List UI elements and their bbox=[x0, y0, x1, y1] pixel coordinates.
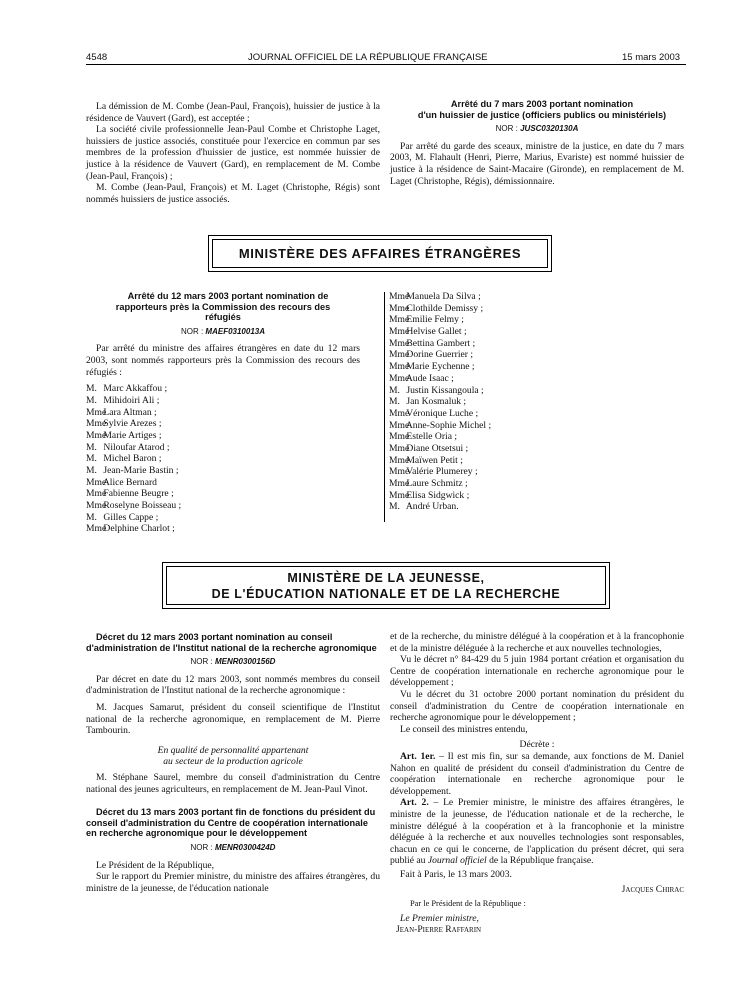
civility: Mme bbox=[389, 431, 410, 443]
column-divider bbox=[384, 292, 385, 522]
list-item bbox=[389, 349, 669, 361]
section-subheading: au secteur de la production agricole bbox=[163, 756, 303, 768]
list-item bbox=[86, 407, 360, 419]
rapporteur-name: Dorine Guerrier ; bbox=[406, 349, 474, 361]
rapporteur-name: Laure Schmitz ; bbox=[406, 478, 468, 489]
civility: Mme bbox=[86, 418, 107, 430]
list-item bbox=[389, 420, 669, 432]
rapporteur-name: Sylvie Arezes ; bbox=[103, 418, 162, 430]
rapporteur-name: Estelle Oria ; bbox=[406, 431, 458, 443]
paragraph: Le conseil des ministres entendu, bbox=[400, 723, 528, 735]
list-item bbox=[389, 501, 669, 513]
paragraph: La démission de M. Combe (Jean-Paul, François), huissier de justice à la résidence de Vauvert (Gard), est acceptée ; bbox=[86, 101, 380, 124]
nor-reference: NOR : MAEF0310013A bbox=[180, 326, 266, 336]
list-item bbox=[389, 490, 669, 502]
rapporteur-name: Mihidoiri Ali ; bbox=[103, 394, 160, 406]
rapporteur-name: Marc Akkaffou ; bbox=[103, 383, 168, 395]
rapporteur-name: Jean-Marie Bastin ; bbox=[103, 464, 179, 476]
civility: Mme bbox=[86, 429, 107, 441]
civility: M. bbox=[86, 383, 97, 395]
civility: Mme bbox=[389, 326, 410, 338]
civility: Mme bbox=[389, 302, 410, 314]
civility: Mme bbox=[86, 476, 107, 488]
top-left-text bbox=[86, 101, 380, 205]
rapporteur-name: Jan Kosmaluk ; bbox=[406, 396, 467, 408]
issue-date: 15 mars 2003 bbox=[622, 52, 681, 63]
civility: Mme bbox=[389, 489, 410, 501]
rapporteur-name: Valérie Plumerey ; bbox=[406, 466, 478, 478]
civility: Mme bbox=[389, 361, 410, 373]
list-item bbox=[389, 455, 669, 467]
rapporteur-name: Elisa Sidgwick ; bbox=[406, 489, 470, 501]
list-item bbox=[389, 361, 669, 373]
civility: Mme bbox=[389, 466, 410, 478]
civility: Mme bbox=[86, 523, 107, 535]
rapporteur-name: Lara Altman ; bbox=[103, 406, 157, 418]
list-item bbox=[389, 326, 669, 338]
article-title: Arrêté du 12 mars 2003 portant nomination de rapporteurs près la Commission des recours des réfugiés bbox=[115, 291, 331, 323]
list-item bbox=[389, 443, 669, 455]
rapporteur-name: Manuela Da Silva ; bbox=[406, 291, 481, 302]
list-item bbox=[389, 431, 669, 443]
civility: Mme bbox=[389, 454, 410, 466]
rapporteur-name: Emilie Felmy ; bbox=[406, 314, 464, 326]
top-right-article bbox=[390, 99, 684, 187]
civility: Mme bbox=[389, 372, 410, 384]
ministry-heading-box bbox=[208, 235, 552, 272]
civility: Mme bbox=[389, 291, 410, 302]
list-item bbox=[389, 373, 669, 385]
ministry-heading-box bbox=[162, 562, 610, 609]
paragraph: Par arrêté du garde des sceaux, ministre de la justice, en date du 7 mars 2003, M. Flahault (Henri, Pierre, Marius, Evariste) est nommé huissier de justice à la résidence de Saint-Macaire (Gironde), en remplacement de M. Laget (Christophe, Régis), démissionnaire. bbox=[390, 140, 684, 187]
article-title-line: d'un huissier de justice (officiers publics ou ministériels) bbox=[417, 109, 667, 120]
paragraph: M. Jacques Samarut, président du conseil scientifique de l'Institut national de la recherche agronomique, en remplacement de M. Pierre Tambourin. bbox=[86, 701, 380, 737]
paragraph: M. Combe (Jean-Paul, François) et M. Laget (Christophe, Régis) sont nommés huissiers de justice associés. bbox=[86, 182, 380, 205]
rapporteur-name: Roselyne Boisseau ; bbox=[103, 500, 182, 512]
civility: Mme bbox=[86, 488, 107, 500]
civility: Mme bbox=[86, 500, 107, 512]
rapporteur-name: Maïwen Petit ; bbox=[406, 454, 463, 466]
bottom-right-column bbox=[390, 631, 684, 936]
list-item bbox=[389, 408, 669, 420]
rapporteur-name: Clothilde Demissy ; bbox=[406, 302, 484, 314]
list-item bbox=[389, 303, 669, 315]
article-2: Art. 2. – Le Premier ministre, le ministre des affaires étrangères, le ministre de la jeunesse, de l'éducation nationale et de la recherche, le ministre délégué à la coopération et à la francophonie et la ministre déléguée à la recherche et aux nouvelles technologies sont responsables, chacun en ce qui le concerne, de l'application du présent décret, qui sera publié au Journal officiel de la République française. bbox=[390, 797, 684, 867]
header-rule bbox=[86, 64, 686, 65]
paragraph: Le Président de la République, bbox=[96, 859, 215, 871]
bottom-left-column bbox=[86, 632, 380, 894]
civility: Mme bbox=[389, 442, 410, 454]
countersign-label: Par le Président de la République : bbox=[410, 899, 526, 909]
rapporteur-name: Alice Bernard bbox=[102, 476, 157, 488]
list-item bbox=[86, 523, 360, 535]
article-title: Décret du 13 mars 2003 portant fin de fonctions du président du conseil d'administration du Centre de coopération internationale en recherche agronomique pour le développement bbox=[86, 807, 376, 839]
civility: M. bbox=[389, 396, 400, 408]
place-date: Fait à Paris, le 13 mars 2003. bbox=[400, 868, 512, 880]
civility: M. bbox=[86, 464, 97, 476]
rapporteur-name: Aude Isaac ; bbox=[405, 372, 454, 384]
rapporteur-name: Delphine Charlot ; bbox=[103, 523, 175, 535]
civility: Mme bbox=[389, 349, 410, 361]
ministry-title-line: MINISTÈRE DE LA JEUNESSE, bbox=[287, 571, 485, 585]
list-item bbox=[86, 465, 360, 477]
rapporteur-name: Helvise Gallet ; bbox=[406, 326, 467, 338]
civility: Mme bbox=[389, 314, 410, 326]
rapporteur-name: Michel Baron ; bbox=[103, 453, 162, 465]
paragraph: M. Stéphane Saurel, membre du conseil d'administration du Centre national des jeunes agriculteurs, en remplacement de M. Jean-Paul Vinot. bbox=[86, 771, 380, 795]
list-item bbox=[389, 396, 669, 408]
list-item bbox=[86, 418, 360, 430]
civility: M. bbox=[389, 501, 400, 513]
prime-minister-title: Le Premier ministre, bbox=[400, 912, 479, 924]
list-item bbox=[86, 453, 360, 465]
rapporteur-name: Bettina Gambert ; bbox=[406, 337, 476, 349]
rapporteur-list bbox=[389, 291, 669, 513]
list-item bbox=[389, 291, 669, 303]
list-item bbox=[86, 512, 360, 524]
ministry-title: MINISTÈRE DES AFFAIRES ÉTRANGÈRES bbox=[238, 246, 522, 261]
paragraph: Par décret en date du 12 mars 2003, sont nommés membres du conseil d'administration de l'Institut national de la recherche agronomique : bbox=[86, 673, 380, 697]
civility: Mme bbox=[389, 407, 410, 419]
paragraph: et de la recherche, du ministre délégué à la coopération et à la francophonie et de la ministre déléguée à la recherche et aux nouvelles technologies, bbox=[390, 631, 684, 654]
civility: M. bbox=[389, 384, 400, 396]
list-item bbox=[389, 385, 669, 397]
list-item bbox=[86, 488, 360, 500]
rapporteur-name: Fabienne Beugre ; bbox=[103, 488, 174, 500]
paragraph: La société civile professionnelle Jean-Paul Combe et Christophe Laget, huissiers de justice associés, constituée pour l'exercice en commun par ses membres de la profession d'huissier de justice, est nommée huissier de justice à la résidence de Vauvert (Gard), en remplacement de M. Combe (Jean-Paul, François) ; bbox=[86, 124, 380, 182]
article-1: Art. 1er. – Il est mis fin, sur sa demande, aux fonctions de M. Daniel Nahon en qualité de président du conseil d'administration du Centre de coopération internationale en recherche agronomique pour le développement. bbox=[390, 750, 684, 797]
civility: M. bbox=[86, 453, 97, 465]
list-item bbox=[86, 500, 360, 512]
section-subheading: En qualité de personnalité appartenant bbox=[157, 744, 309, 756]
civility: M. bbox=[86, 511, 97, 523]
article-title-line: Arrêté du 7 mars 2003 portant nomination bbox=[450, 99, 634, 109]
rapporteur-name: Niloufar Atarod ; bbox=[103, 441, 170, 453]
article-title: Décret du 12 mars 2003 portant nomination au conseil d'administration de l'Institut national de la recherche agronomique bbox=[86, 632, 377, 653]
civility: Mme bbox=[389, 337, 410, 349]
list-item bbox=[86, 477, 360, 489]
rapporteur-name: Diane Otsetsui ; bbox=[406, 442, 469, 454]
nor-reference: NOR : JUSC0320130A bbox=[495, 124, 579, 134]
signature-prime-minister: Jean-Pierre Raffarin bbox=[396, 924, 482, 936]
paragraph: Sur le rapport du Premier ministre, du ministre des affaires étrangères, du ministre de la jeunesse, de l'éducation nationale bbox=[86, 871, 380, 894]
civility: M. bbox=[86, 394, 97, 406]
list-item bbox=[389, 314, 669, 326]
rapporteur-name: Justin Kissangoula ; bbox=[406, 384, 484, 396]
rapporteur-name: Anne-Sophie Michel ; bbox=[405, 419, 492, 431]
nor-reference: NOR : MENR0300156D bbox=[190, 657, 276, 667]
rapporteur-name: André Urban. bbox=[405, 501, 459, 513]
civility: M. bbox=[86, 441, 97, 453]
list-item bbox=[86, 383, 360, 395]
nor-reference: NOR : MENR0300424D bbox=[190, 842, 276, 852]
section1-left bbox=[86, 291, 360, 535]
list-item bbox=[86, 395, 360, 407]
list-item bbox=[86, 442, 360, 454]
page-number: 4548 bbox=[86, 52, 108, 63]
list-item bbox=[389, 478, 669, 490]
paragraph: Vu le décret du 31 octobre 2000 portant nomination du président du conseil d'administration du Centre de coopération internationale en recherche agronomique pour le développement ; bbox=[390, 688, 684, 724]
list-item bbox=[86, 430, 360, 442]
list-item bbox=[389, 466, 669, 478]
ministry-title-line: DE L'ÉDUCATION NATIONALE ET DE LA RECHERCHE bbox=[211, 587, 561, 601]
rapporteur-name: Marie Artiges ; bbox=[103, 429, 162, 441]
journal-title: JOURNAL OFFICIEL DE LA RÉPUBLIQUE FRANÇAISE bbox=[248, 52, 488, 63]
civility: Mme bbox=[389, 419, 410, 431]
rapporteur-name: Gilles Cappe ; bbox=[103, 511, 159, 523]
list-item bbox=[389, 338, 669, 350]
paragraph: Par arrêté du ministre des affaires étrangères en date du 12 mars 2003, sont nommés rapporteurs près la Commission des recours des réfugiés : bbox=[86, 343, 360, 378]
paragraph: Vu le décret n° 84-429 du 5 juin 1984 portant création et organisation du Centre de coopération internationale en recherche agronomique pour le développement ; bbox=[390, 654, 684, 689]
civility: Mme bbox=[86, 406, 107, 418]
rapporteur-name: Véronique Luche ; bbox=[406, 407, 479, 419]
decrete-line: Décrète : bbox=[519, 739, 555, 751]
signature-president: Jacques Chirac bbox=[621, 884, 684, 896]
rapporteur-name: Marie Eychenne ; bbox=[406, 361, 475, 373]
rapporteur-list bbox=[86, 383, 360, 535]
civility: Mme bbox=[389, 478, 410, 489]
